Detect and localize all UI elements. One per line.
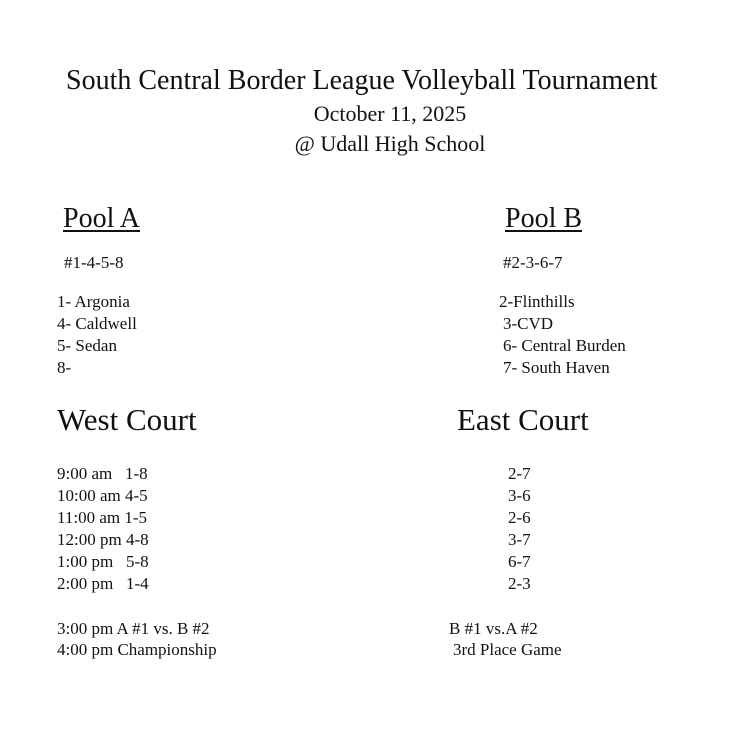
west-court-game: 1:00 pm 5-8 [57,552,149,571]
west-court-game: 12:00 pm 4-8 [57,530,149,549]
east-court-game: 3-6 [508,486,531,505]
pool-b-team: 3-CVD [503,314,554,333]
page-title: South Central Border League Volleyball Tournament [66,65,658,96]
east-court-game: 2-7 [508,464,531,483]
east-court-game: 2-6 [508,508,531,527]
west-court-game: 9:00 am 1-8 [57,464,148,483]
east-court-game: 3-7 [508,530,531,549]
east-court-heading: East Court [457,402,589,437]
pool-b-team: 6- Central Burden [503,336,626,355]
west-court-game: 10:00 am 4-5 [57,486,148,505]
tournament-location: @ Udall High School [294,131,486,156]
east-court-final: 3rd Place Game [453,640,562,659]
pool-a-team: 8- [57,358,72,377]
pool-a-team: 5- Sedan [57,336,117,355]
pool-b-heading: Pool B [505,203,583,234]
pool-a-seeds: #1-4-5-8 [64,253,124,272]
pool-a-heading: Pool A [63,203,141,234]
west-court-heading: West Court [57,402,197,437]
east-court-game: 2-3 [508,574,531,593]
west-court-game: 11:00 am 1-5 [57,508,148,527]
east-court-final: B #1 vs.A #2 [449,619,538,638]
pool-b-seeds: #2-3-6-7 [503,253,563,272]
west-court-game: 2:00 pm 1-4 [57,574,149,593]
pool-a-team: 4- Caldwell [57,314,137,333]
west-court-final: 4:00 pm Championship [57,640,217,659]
tournament-date: October 11, 2025 [313,101,467,126]
pool-b-team: 7- South Haven [503,358,610,377]
pool-b-team: 2-Flinthills [499,292,575,311]
west-court-final: 3:00 pm A #1 vs. B #2 [57,619,210,638]
east-court-game: 6-7 [508,552,531,571]
pool-a-team: 1- Argonia [57,292,130,311]
